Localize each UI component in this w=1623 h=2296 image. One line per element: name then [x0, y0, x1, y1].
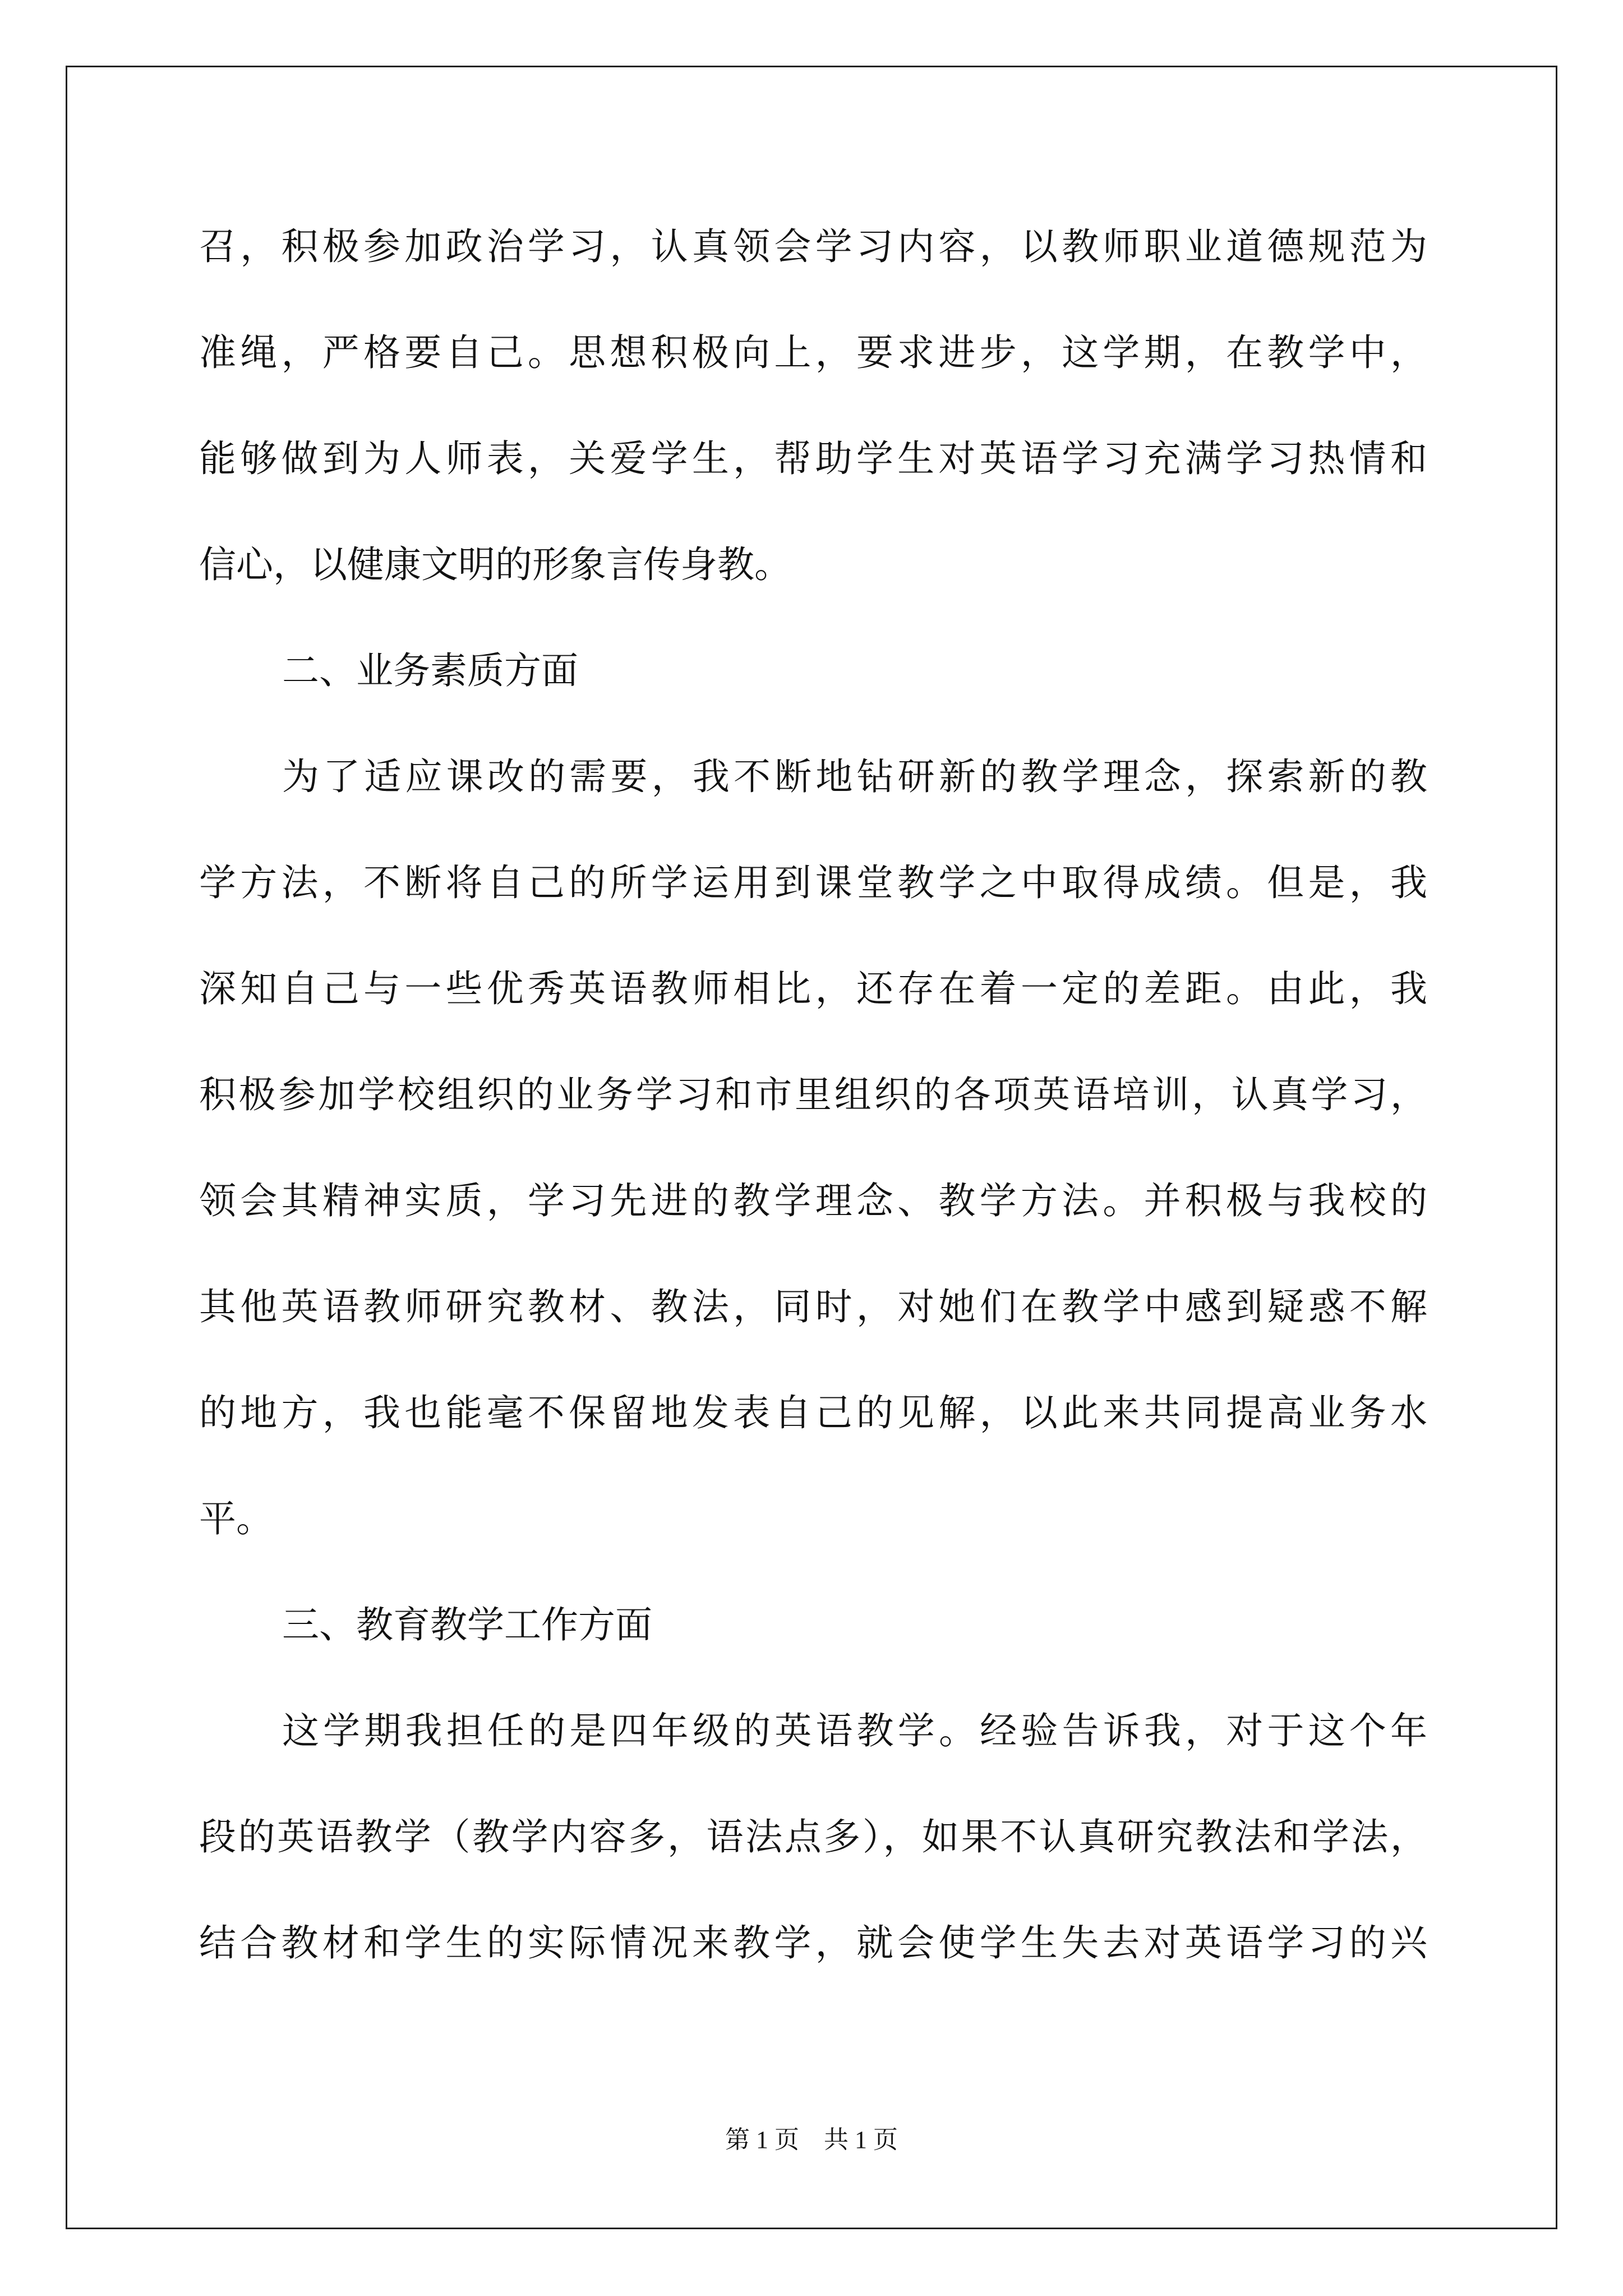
text-line: 其他英语教师研究教材、教法，同时，对她们在教学中感到疑惑不解 [199, 1285, 1427, 1328]
text-line: 为了适应课改的需要，我不断地钻研新的教学理念，探索新的教 [282, 755, 1427, 798]
text-line: 领会其精神实质，学习先进的教学理念、教学方法。并积极与我校的 [199, 1179, 1427, 1222]
text-line: 深知自己与一些优秀英语教师相比，还存在着一定的差距。由此，我 [199, 967, 1427, 1010]
text-line: 结合教材和学生的实际情况来教学，就会使学生失去对英语学习的兴 [199, 1921, 1427, 1964]
page-border [66, 66, 1557, 2229]
text-line: 这学期我担任的是四年级的英语教学。经验告诉我，对于这个年 [282, 1709, 1427, 1752]
text-line: 召，积极参加政治学习，认真领会学习内容，以教师职业道德规范为 [199, 225, 1427, 268]
text-line: 的地方，我也能毫不保留地发表自己的见解，以此来共同提高业务水 [199, 1391, 1427, 1434]
text-line: 平。 [199, 1497, 273, 1540]
page-number-footer: 第 1 页 共 1 页 [725, 2126, 898, 2154]
text-line: 能够做到为人师表，关爱学生，帮助学生对英语学习充满学习热情和 [199, 437, 1427, 480]
section-heading: 二、业务素质方面 [282, 649, 578, 692]
text-line: 准绳，严格要自己。思想积极向上，要求进步，这学期，在教学中， [199, 331, 1427, 374]
text-line: 学方法，不断将自己的所学运用到课堂教学之中取得成绩。但是，我 [199, 861, 1427, 904]
text-line: 积极参加学校组织的业务学习和市里组织的各项英语培训，认真学习， [199, 1073, 1427, 1116]
text-line: 段的英语教学（教学内容多，语法点多），如果不认真研究教法和学法， [199, 1815, 1427, 1858]
section-heading: 三、教育教学工作方面 [282, 1603, 652, 1646]
text-line: 信心，以健康文明的形象言传身教。 [199, 543, 791, 586]
